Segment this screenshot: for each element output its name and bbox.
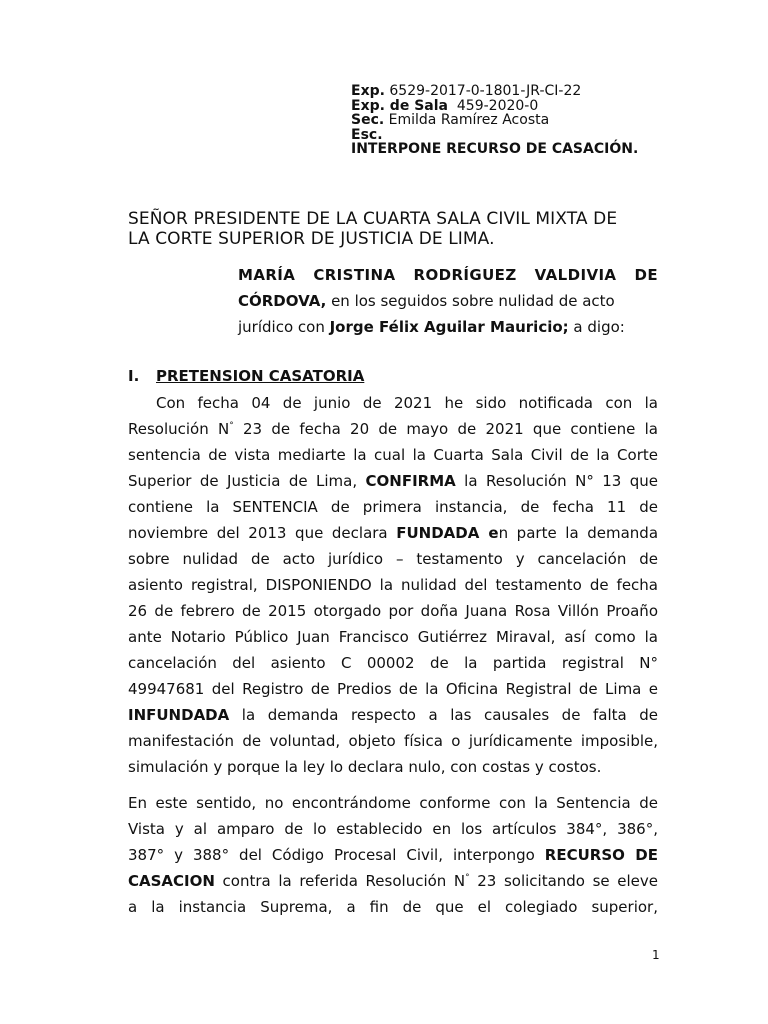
bold-term: CONFIRMA	[365, 472, 456, 490]
text-run: noviembre del 2013 que declara	[128, 524, 397, 542]
text-run: Resolución N	[128, 420, 230, 438]
paragraph-line: Vista y al amparo de lo establecido en los artículos 384°, 386°,	[128, 820, 658, 838]
paragraph-line: 49947681 del Registro de Predios de la Oficina Registral de Lima e	[128, 680, 658, 698]
paragraph-line	[128, 520, 658, 546]
addressee-line-2: LA CORTE SUPERIOR DE JUSTICIA DE LIMA.	[128, 229, 495, 249]
page-number: 1	[652, 948, 660, 962]
party-name-word: CRISTINA	[313, 266, 396, 284]
text-run: 23 solicitando se eleve	[469, 872, 658, 890]
case-number-label: Exp.	[351, 83, 385, 99]
chamber-case-number-value: 459-2020-0	[456, 97, 539, 114]
party-line-3-end: a digo:	[568, 318, 625, 336]
section-number: I.	[128, 367, 140, 385]
paragraph-line: manifestación de voluntad, objeto física o jurídicamente imposible,	[128, 732, 658, 750]
party-introduction	[238, 262, 658, 340]
bold-term: CASACION	[128, 872, 215, 890]
degree-mark: °	[465, 873, 470, 883]
subject: INTERPONE RECURSO DE CASACIÓN.	[351, 141, 639, 157]
chamber-case-number-line	[351, 99, 638, 114]
chamber-case-number-label: Exp. de Sala	[351, 97, 448, 114]
text-run: 387° y 388° del Código Procesal Civil, interpongo	[128, 846, 545, 864]
paragraph-2	[128, 790, 658, 920]
paragraph-line	[128, 416, 658, 442]
subject-line	[351, 142, 638, 157]
writ-label: Esc.	[351, 126, 383, 143]
paragraph-line: simulación y porque la ley lo declara nulo, con costas y costos.	[128, 758, 602, 776]
case-number-line	[351, 84, 638, 99]
party-name-word: DE	[634, 266, 658, 284]
party-line-3	[238, 314, 658, 340]
paragraph-line: En este sentido, no encontrándome conforme con la Sentencia de	[128, 794, 658, 812]
paragraph-line: contiene la SENTENCIA de primera instancia, de fecha 11 de	[128, 498, 658, 516]
party-name-word: MARÍA	[238, 266, 296, 284]
party-name-word: VALDIVIA	[534, 266, 617, 284]
section-title: PRETENSION CASATORIA	[156, 367, 365, 385]
writ-line	[351, 128, 638, 143]
paragraph-1	[128, 390, 658, 780]
defendant-name: Jorge Félix Aguilar Mauricio;	[329, 318, 569, 336]
case-number-value: 6529-2017-0-1801-JR-CI-22	[389, 83, 582, 99]
bold-term: FUNDADA e	[396, 524, 499, 542]
addressee-line-1: SEÑOR PRESIDENTE DE LA CUARTA SALA CIVIL MIXTA DE	[128, 209, 618, 229]
paragraph-line	[128, 702, 658, 728]
bold-term: RECURSO DE	[544, 846, 658, 864]
paragraph-line	[128, 468, 658, 494]
party-name-end: CÓRDOVA,	[238, 292, 327, 310]
text-run: la Resolución N° 13 que	[455, 472, 658, 490]
paragraph-line: asiento registral, DISPONIENDO la nulidad del testamento de fecha	[128, 576, 658, 594]
text-run: contra la referida Resolución N	[214, 872, 466, 890]
paragraph-line	[128, 842, 658, 868]
text-run: la demanda respecto a las causales de falta de	[229, 706, 658, 724]
paragraph-line: cancelación del asiento C 00002 de la partida registral N°	[128, 654, 658, 672]
party-name-line	[238, 262, 658, 288]
party-line-2	[238, 288, 658, 314]
secretary-line	[351, 113, 638, 128]
paragraph-line: Con fecha 04 de junio de 2021 he sido notificada con la	[156, 394, 658, 412]
paragraph-line: sobre nulidad de acto jurídico – testamento y cancelación de	[128, 550, 658, 568]
text-run: Superior de Justicia de Lima,	[128, 472, 366, 490]
secretary-label: Sec.	[351, 112, 385, 128]
case-header	[351, 84, 638, 157]
text-run: 23 de fecha 20 de mayo de 2021 que contiene la	[233, 420, 658, 438]
paragraph-line: ante Notario Público Juan Francisco Gutiérrez Miraval, así como la	[128, 628, 658, 646]
party-line-2-text: en los seguidos sobre nulidad de acto	[326, 292, 615, 310]
paragraph-line: 26 de febrero de 2015 otorgado por doña Juana Rosa Villón Proaño	[128, 602, 658, 620]
paragraph-line	[128, 868, 658, 894]
degree-mark: °	[229, 421, 234, 431]
party-line-3-start: jurídico con	[238, 318, 330, 336]
paragraph-line: a la instancia Suprema, a fin de que el colegiado superior,	[128, 898, 658, 916]
party-name-word: RODRÍGUEZ	[413, 266, 517, 284]
secretary-value: Emilda Ramírez Acosta	[388, 112, 550, 128]
bold-term: INFUNDADA	[128, 706, 230, 724]
paragraph-line: sentencia de vista mediarte la cual la Cuarta Sala Civil de la Corte	[128, 446, 658, 464]
addressee	[128, 209, 663, 249]
text-run: n parte la demanda	[498, 524, 659, 542]
section-heading	[128, 366, 364, 386]
